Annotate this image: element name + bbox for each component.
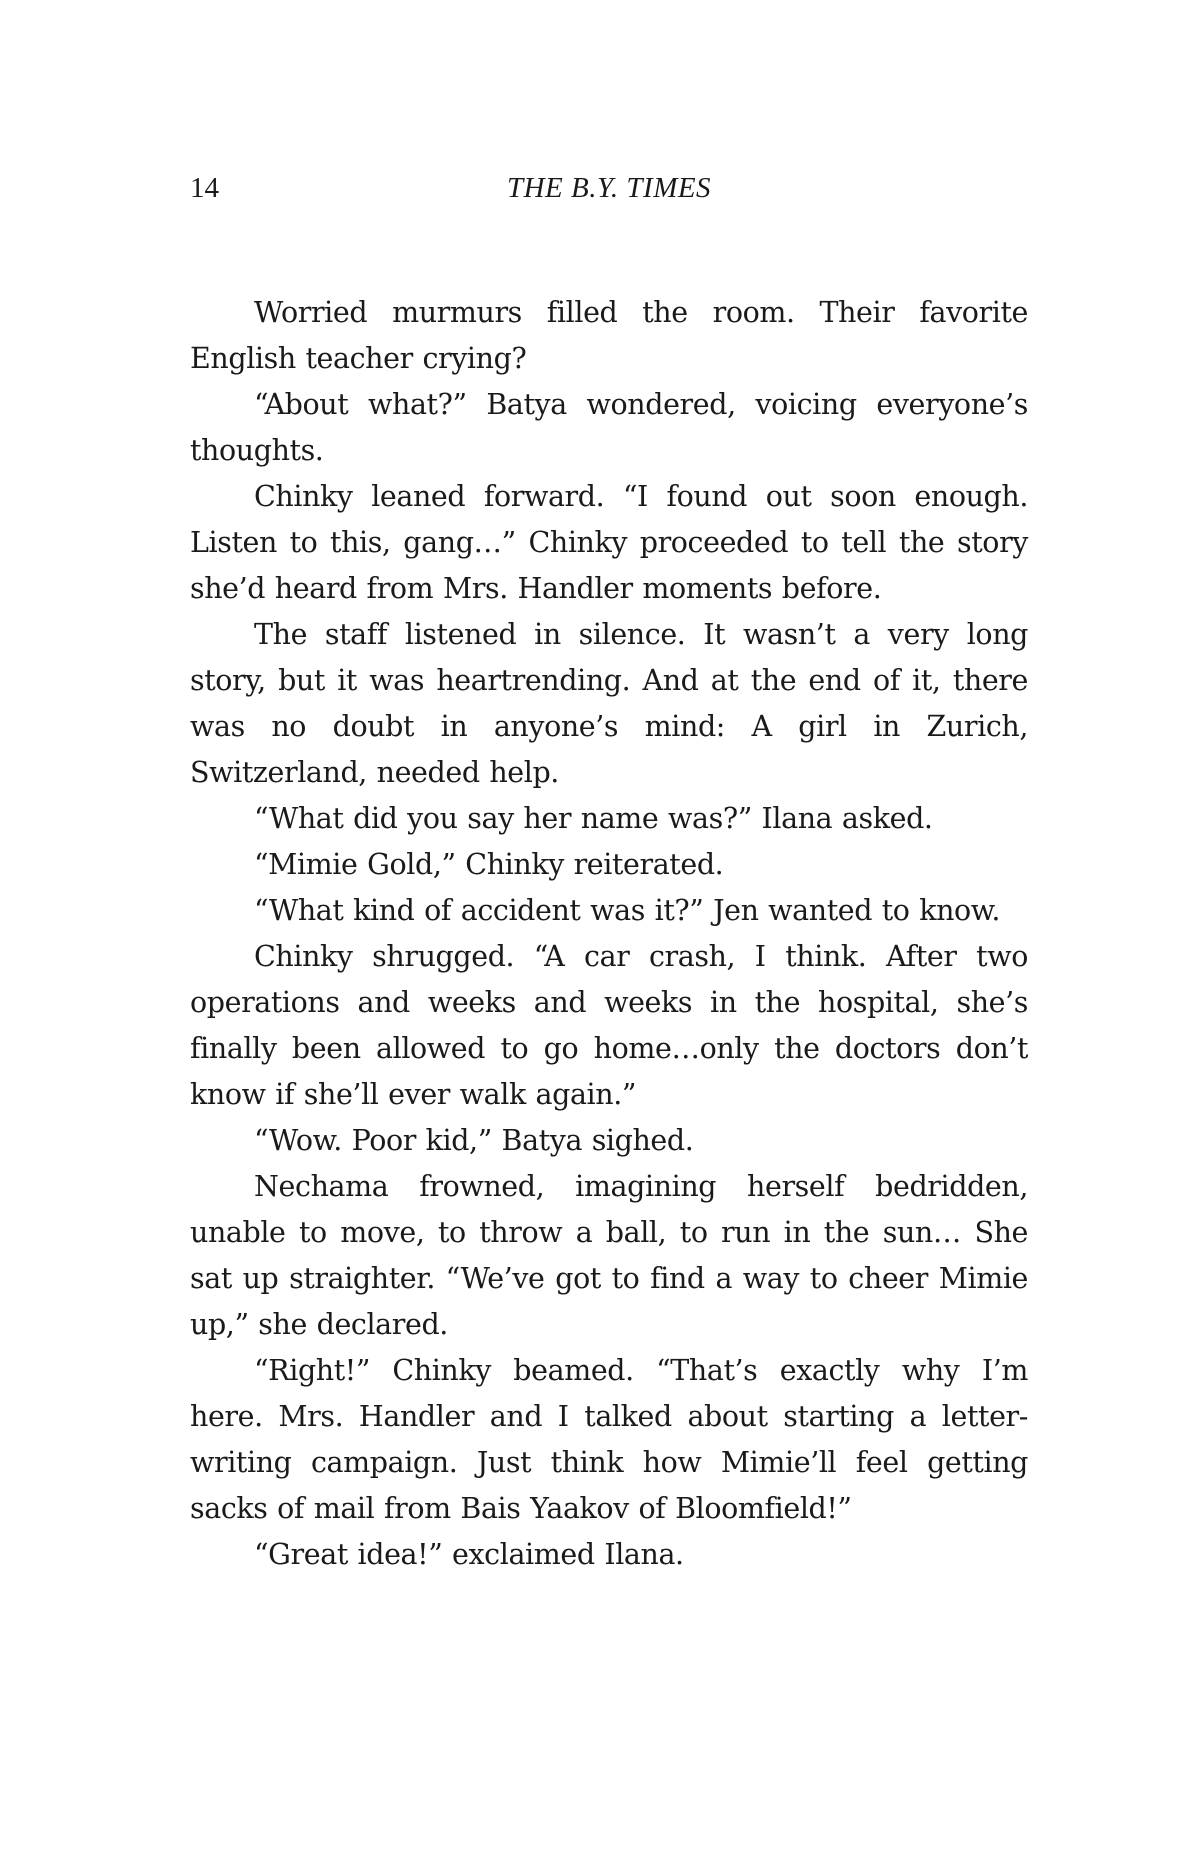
paragraph: “What did you say her name was?” Ilana asked. (254, 802, 933, 835)
paragraph: “Right!” Chinky beamed. “That’s exactly why I’m here. Mrs. Handler and I talked about starting a letter-writing campaign. Just think how Mimie’ll feel getting sacks of mail from Bais Yaakov of Bloomfield!” (190, 1354, 1028, 1525)
paragraph: The staff listened in silence. It wasn’t a very long story, but it was heartrending. And at the end of it, there was no doubt in anyone’s mind: A girl in Zurich, Switzerland, needed help. (190, 618, 1028, 789)
paragraph: “About what?” Batya wondered, voicing everyone’s thoughts. (190, 388, 1028, 467)
page-number: 14 (190, 172, 219, 204)
paragraph: Worried murmurs filled the room. Their favorite English teacher crying? (190, 296, 1028, 375)
paragraph: “Great idea!” exclaimed Ilana. (254, 1538, 684, 1571)
paragraph: Nechama frowned, imagining herself bedridden, unable to move, to throw a ball, to run in the sun… She sat up straighter. “We’ve got to find a way to cheer Mimie up,” she declared. (190, 1170, 1028, 1341)
paragraph: “What kind of accident was it?” Jen wanted to know. (254, 894, 1001, 927)
book-title: THE B.Y. TIMES (506, 172, 712, 204)
running-head (190, 172, 1028, 212)
paragraph: Chinky shrugged. “A car crash, I think. After two operations and weeks and weeks in the hospital, she’s finally been allowed to go home…only the doctors don’t know if she’ll ever walk again.” (190, 940, 1028, 1111)
paragraph: “Wow. Poor kid,” Batya sighed. (254, 1124, 694, 1157)
paragraph: “Mimie Gold,” Chinky reiterated. (254, 848, 724, 881)
body-text (190, 290, 1028, 1578)
paragraph: Chinky leaned forward. “I found out soon enough. Listen to this, gang…” Chinky proceeded to tell the story she’d heard from Mrs. Handler moments before. (190, 480, 1028, 605)
